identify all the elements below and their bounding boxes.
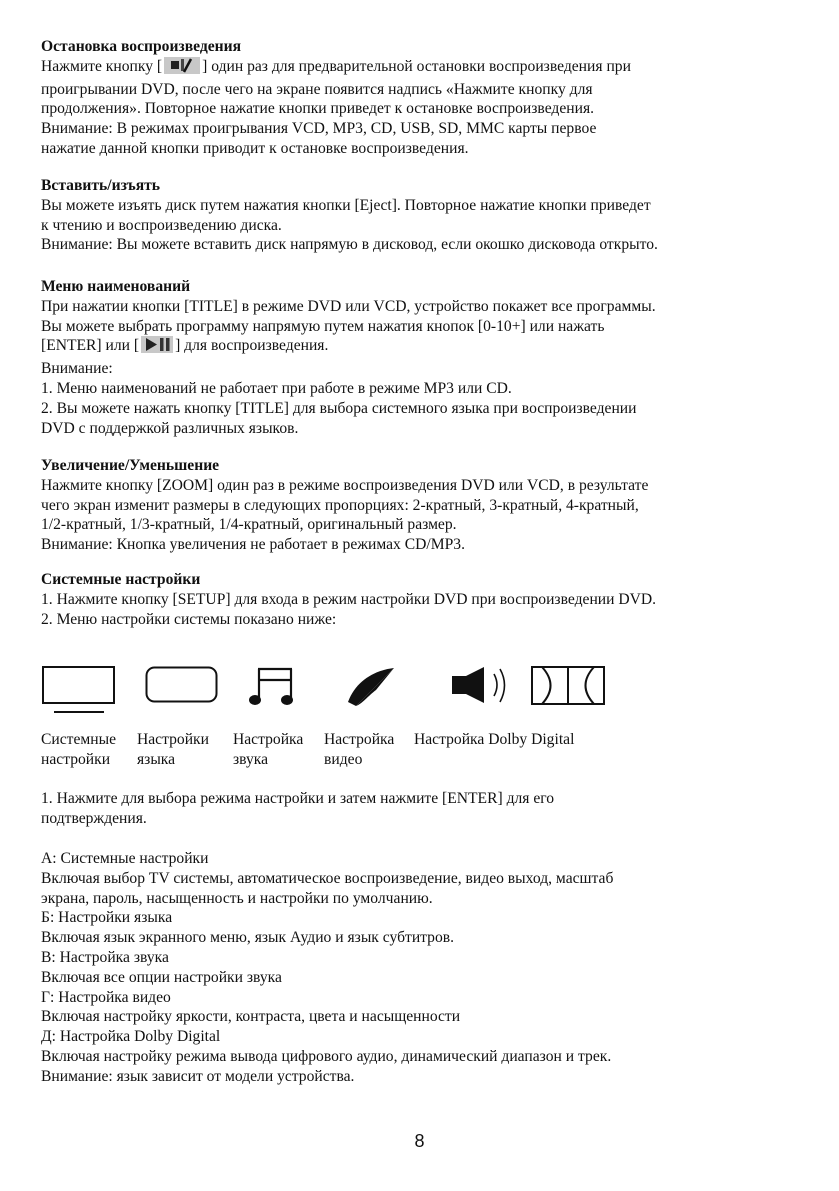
paragraph-line: чего экран изменит размеры в следующих пропорциях: 2-кратный, 3-кратный, 4-кратный, [41, 496, 639, 514]
paragraph-line: Внимание: [41, 360, 113, 378]
paragraph-line: 1/2-кратный, 1/3-кратный, 1/4-кратный, оригинальный размер. [41, 516, 457, 534]
section-title: Вставить/изъять [41, 177, 161, 194]
label-video-setup-2: видео [324, 751, 363, 768]
text-fragment: ] один раз для предварительной остановки воспроизведения при [202, 57, 631, 75]
paragraph-line [41, 336, 821, 359]
paragraph-line: 2. Вы можете нажать кнопку [TITLE] для выбора системного языка при воспроизведении [41, 399, 637, 417]
dolby-digital-icon [531, 666, 607, 713]
text-fragment: Нажмите кнопку [ [41, 57, 163, 75]
label-video-setup-1: Настройка [324, 731, 395, 748]
paragraph-line: Включая настройку яркости, контраста, цвета и насыщенности [41, 1008, 461, 1026]
setup-icons-row [0, 664, 839, 714]
paragraph-line: Б: Настройки языка [41, 909, 173, 927]
section-setup-descriptions [41, 849, 821, 1087]
paragraph-line: Включая настройку режима вывода цифрового аудио, динамический диапазон и трек. [41, 1047, 612, 1065]
paragraph-line: 1. Меню наименований не работает при работе в режиме MP3 или CD. [41, 379, 512, 397]
label-language-setup-1: Настройки [137, 731, 209, 748]
paragraph-line: продолжения». Повторное нажатие кнопки приведет к остановке воспроизведения. [41, 100, 595, 118]
paragraph-line: проигрывании DVD, после чего на экране появится надпись «Нажмите кнопку для [41, 80, 593, 98]
section-eject [41, 176, 821, 255]
section-setup-instructions [41, 789, 821, 829]
paragraph-line: Нажмите кнопку [ZOOM] один раз в режиме воспроизведения DVD или VCD, в результате [41, 476, 649, 494]
paragraph-line: Включая все опции настройки звука [41, 968, 282, 986]
label-dolby-setup: Настройка Dolby Digital [414, 731, 575, 748]
paragraph-line: Г: Настройка видео [41, 988, 171, 1006]
stop-button-icon [164, 57, 200, 80]
paragraph-line: Внимание: язык зависит от модели устройства. [41, 1067, 355, 1085]
text-fragment: ] для воспроизведения. [175, 337, 329, 355]
paragraph-line: Д: Настройка Dolby Digital [41, 1028, 221, 1046]
audio-setup-icon [248, 666, 298, 713]
section-stop-playback [41, 37, 821, 159]
paragraph-line: Внимание: В режимах проигрывания VCD, MP3, CD, USB, SD, MMC карты первое [41, 120, 597, 138]
section-system-setup [41, 570, 821, 629]
section-zoom [41, 456, 821, 555]
paragraph-line: При нажатии кнопки [TITLE] в режиме DVD или VCD, устройство покажет все программы. [41, 297, 656, 315]
section-title: Системные настройки [41, 571, 201, 588]
paragraph-line: Внимание: Кнопка увеличения не работает в режимах CD/MP3. [41, 536, 465, 554]
speaker-setup-icon [450, 666, 514, 715]
text-fragment: [ENTER] или [ [41, 337, 140, 355]
label-audio-setup-1: Настройка [233, 731, 304, 748]
section-title: Меню наименований [41, 278, 191, 295]
section-title: Увеличение/Уменьшение [41, 457, 220, 474]
paragraph-line: Вы можете изъять диск путем нажатия кнопки [Eject]. Повторное нажатие кнопки приведет [41, 196, 651, 214]
section-title-menu [41, 277, 821, 438]
paragraph-line: В: Настройка звука [41, 948, 169, 966]
system-setup-icon [42, 666, 116, 719]
paragraph-line [41, 57, 821, 80]
paragraph-line: к чтению и воспроизведению диска. [41, 216, 282, 234]
language-setup-icon [145, 666, 219, 711]
label-system-setup-1: Системные [41, 731, 117, 748]
play-pause-button-icon [141, 336, 173, 359]
page-number: 8 [414, 1131, 425, 1151]
paragraph-line: DVD с поддержкой различных языков. [41, 419, 299, 437]
paragraph-line: нажатие данной кнопки приводит к остановке воспроизведения. [41, 139, 469, 157]
paragraph-line: А: Системные настройки [41, 850, 209, 867]
paragraph-line: 1. Нажмите для выбора режима настройки и затем нажмите [ENTER] для его [41, 790, 555, 807]
paragraph-line: Включая выбор TV системы, автоматическое воспроизведение, видео выход, масштаб [41, 869, 614, 887]
paragraph-line: 2. Меню настройки системы показано ниже: [41, 610, 337, 628]
paragraph-line: Вы можете выбрать программу напрямую путем нажатия кнопок [0-10+] или нажать [41, 317, 605, 335]
label-language-setup-2: языка [137, 751, 176, 768]
video-setup-icon [346, 666, 406, 715]
paragraph-line: Внимание: Вы можете вставить диск напрямую в дисковод, если окошко дисковода открыто. [41, 236, 658, 254]
label-audio-setup-2: звука [233, 751, 269, 768]
section-title: Остановка воспроизведения [41, 38, 242, 55]
paragraph-line: 1. Нажмите кнопку [SETUP] для входа в режим настройки DVD при воспроизведении DVD. [41, 590, 657, 608]
paragraph-line: экрана, пароль, насыщенность и настройки по умолчанию. [41, 889, 433, 907]
label-system-setup-2: настройки [41, 751, 111, 768]
paragraph-line: Включая язык экранного меню, язык Аудио и язык субтитров. [41, 929, 455, 947]
paragraph-line: подтверждения. [41, 809, 147, 827]
